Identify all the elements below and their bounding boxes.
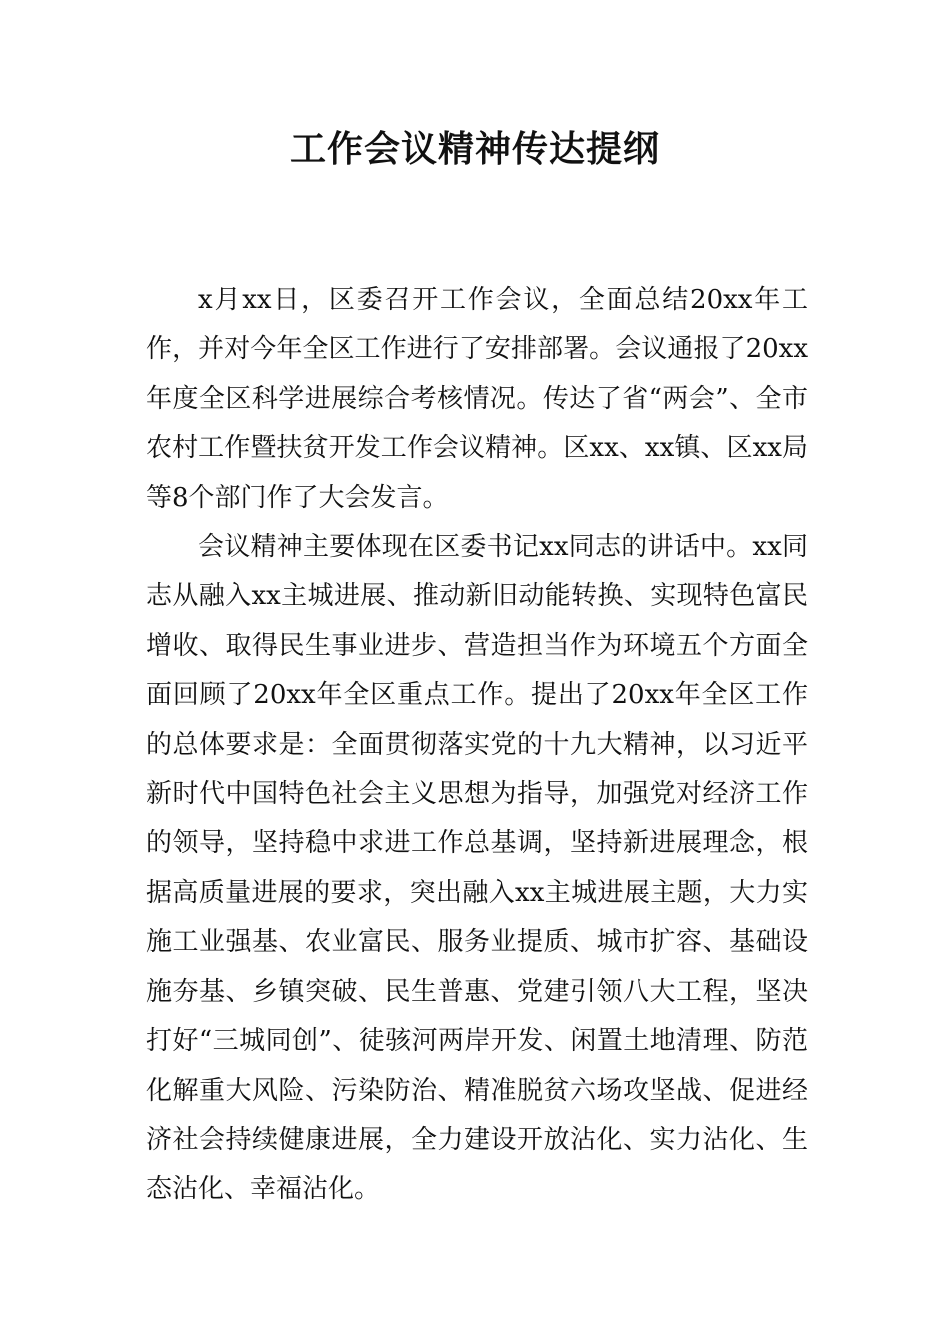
document-title: 工作会议精神传达提纲 [289, 129, 660, 170]
paragraph-meeting-summary: x月xx日，区委召开工作会议，全面总结20xx年工作，并对今年全区工作进行了安排部署。会议通报了20xx年度全区科学进展综合考核情况。传达了省“两会”、全市农村工作暨扶贫开发工作会议精神。区xx、xx镇、区xx局等8个部门作了大会发言。 [146, 285, 808, 513]
document-body [146, 276, 808, 1215]
paragraph-meeting-spirit: 会议精神主要体现在区委书记xx同志的讲话中。xx同志从融入xx主城进展、推动新旧动能转换、实现特色富民增收、取得民生事业进步、营造担当作为环境五个方面全面回顾了20xx年全区重点工作。提出了20xx年全区工作的总体要求是：全面贯彻落实党的十九大精神，以习近平新时代中国特色社会主义思想为指导，加强党对经济工作的领导，坚持稳中求进工作总基调，坚持新进展理念，根据高质量进展的要求，突出融入xx主城进展主题，大力实施工业强基、农业富民、服务业提质、城市扩容、基础设施夯基、乡镇突破、民生普惠、党建引领八大工程，坚决打好“三城同创”、徒骇河两岸开发、闲置土地清理、防范化解重大风险、污染防治、精准脱贫六场攻坚战、促进经济社会持续健康进展，全力建设开放沾化、实力沾化、生态沾化、幸福沾化。 [146, 532, 808, 1205]
